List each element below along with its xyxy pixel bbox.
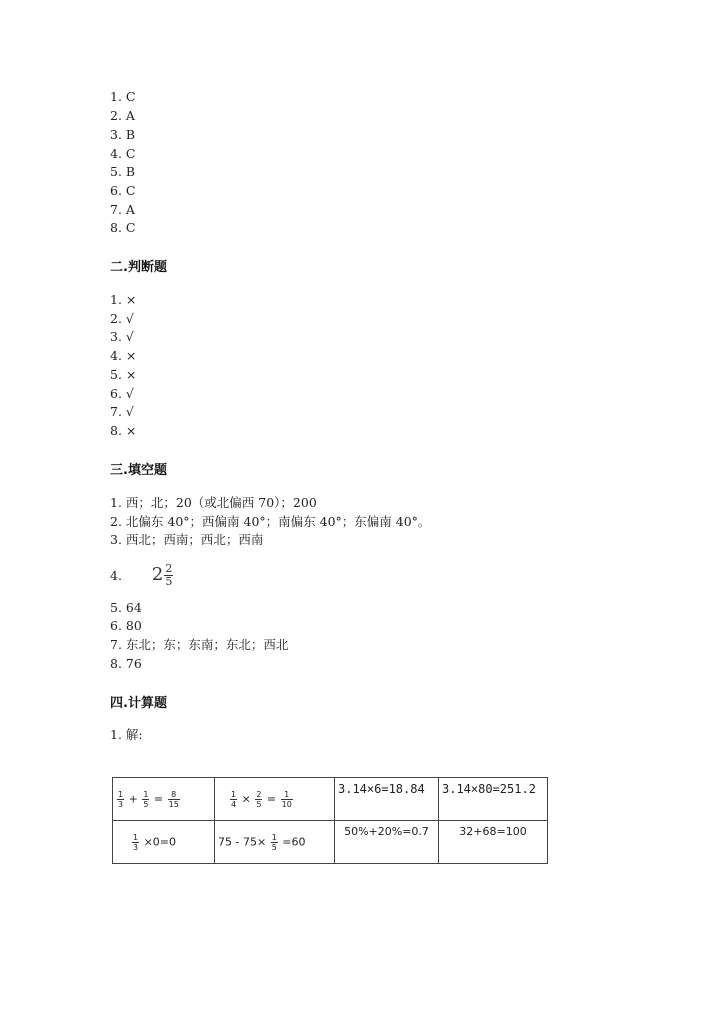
fraction [168,790,180,809]
choice-answer-7: 7. A [110,202,135,217]
numerator: 1 [231,789,237,799]
operator: × [241,792,251,805]
choice-answer-4: 4. C [110,146,136,161]
numerator: 1 [118,789,124,799]
fraction [255,790,262,809]
fraction [117,790,124,809]
choice-answer-6: 6. C [110,183,136,198]
judgement-answer-2: 2. √ [110,311,134,326]
fill-answer-8: 8. 76 [110,656,142,671]
choice-answer-5: 5. B [110,164,136,179]
denominator: 3 [118,799,124,809]
fill-answer-4-label: 4. [110,568,122,583]
mixed-whole: 2 [151,564,164,585]
numerator: 1 [271,832,277,842]
judgement-answer-1: 1. × [110,292,137,307]
numerator: 1 [143,789,149,799]
fill-answer-7: 7. 东北；东；东南；东北；西北 [110,637,289,652]
fill-answer-1: 1. 西；北；20（或北偏西 70）；200 [110,495,317,510]
mixed-denominator: 5 [165,574,173,588]
calc-cell-2-4: 32+68=100 [439,821,548,864]
denominator: 5 [256,799,262,809]
fill-answer-4 [110,560,174,591]
section-heading-judgement: 二.判断题 [110,260,167,275]
judgement-answer-5: 5. × [110,367,137,382]
denominator: 15 [168,799,179,809]
judgement-answer-7: 7. √ [110,404,134,419]
fraction [230,790,237,809]
numerator: 1 [133,832,139,842]
table-row [113,778,548,821]
calc-cell-1-1 [113,778,215,821]
fraction [271,833,278,852]
expression-rest: ×0=0 [143,835,177,848]
equals: = [153,792,164,805]
numerator: 2 [256,789,262,799]
section-heading-fill-blank: 三.填空题 [110,463,167,478]
mixed-fraction [164,563,173,588]
choice-answer-2: 2. A [110,108,135,123]
calculation-table [112,777,548,864]
denominator: 5 [143,799,149,809]
calc-cell-1-4: 3.14×80=251.2 [439,778,548,821]
section-heading-calculation: 四.计算题 [110,696,167,711]
numerator: 8 [168,790,180,800]
denominator: 5 [271,842,277,852]
numerator: 1 [281,790,293,800]
choice-answer-8: 8. C [110,220,136,235]
operator: + [128,792,138,805]
denominator: 10 [281,799,292,809]
fraction [142,790,149,809]
fraction [281,790,293,809]
table-row [113,821,548,864]
calc-cell-2-1 [113,821,215,864]
judgement-answer-3: 3. √ [110,329,134,344]
calc-cell-2-2 [215,821,335,864]
judgement-answer-8: 8. × [110,423,137,438]
equals: = [266,792,277,805]
expression-prefix: 75 - 75× [218,835,267,848]
mixed-numerator: 2 [165,561,173,575]
fill-answer-3: 3. 西北；西南；西北；西南 [110,532,264,547]
calc-intro: 1. 解: [110,727,143,742]
fraction [132,833,139,852]
fill-answer-6: 6. 80 [110,618,142,633]
fill-answer-2: 2. 北偏东 40°；西偏南 40°；南偏东 40°；东偏南 40°。 [110,514,431,529]
calc-cell-2-3: 50%+20%=0.7 [335,821,439,864]
calc-cell-1-2 [215,778,335,821]
fill-answer-5: 5. 64 [110,600,142,615]
expression-rest: =60 [282,835,306,848]
choice-answer-3: 3. B [110,127,136,142]
choice-answer-1: 1. C [110,89,136,104]
denominator: 4 [231,799,237,809]
denominator: 3 [133,842,139,852]
judgement-answer-6: 6. √ [110,386,134,401]
calc-cell-1-3: 3.14×6=18.84 [335,778,439,821]
judgement-answer-4: 4. × [110,348,137,363]
mixed-number [151,561,174,588]
